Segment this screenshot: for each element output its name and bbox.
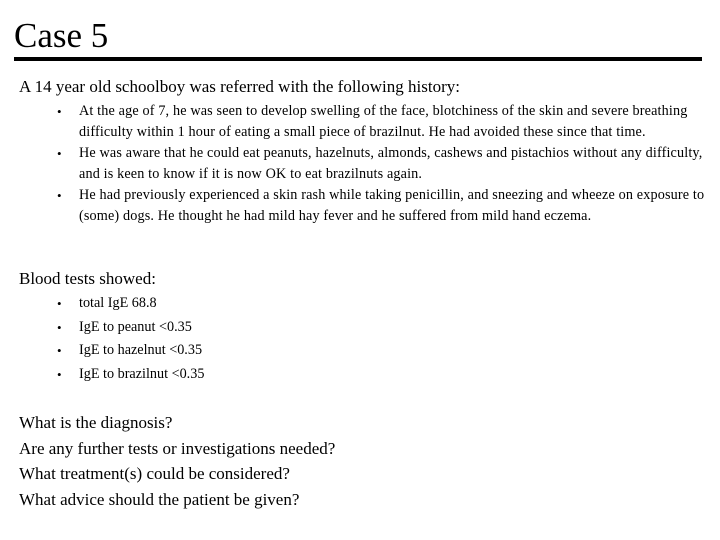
history-heading: A 14 year old schoolboy was referred with the following history: [19, 77, 460, 96]
bullet-icon: • [57, 104, 62, 119]
bullet-icon: • [57, 296, 62, 311]
bullet-icon: • [57, 146, 62, 161]
list-item [57, 363, 457, 387]
bullet-icon: • [57, 343, 62, 358]
history-item-text: At the age of 7, he was seen to develop swelling of the face, blotchiness of the skin and severe breathing difficulty within 1 hour of eating a small piece of brazilnut. He had avoided these since that time. [79, 103, 688, 140]
bullet-icon: • [57, 366, 62, 382]
blood-test-text: IgE to hazelnut <0.35 [79, 342, 203, 358]
history-item-text: He was aware that he could eat peanuts, hazelnuts, almonds, cashews and pistachios without any difficulty, and is keen to know if it is now OK to eat brazilnuts again. [79, 145, 703, 182]
blood-test-text: IgE to peanut <0.35 [79, 318, 192, 335]
history-item-text: He had previously experienced a skin rash while taking penicillin, and sneezing and wheeze on exposure to (some) dogs. He thought he had mild hay fever and he suffered from mild hand eczema. [79, 187, 705, 224]
list-item [57, 316, 457, 340]
questions-block [19, 410, 335, 512]
list-item [57, 101, 707, 143]
list-item [57, 143, 707, 185]
history-list [57, 101, 707, 227]
bullet-icon: • [57, 319, 62, 335]
blood-test-text: IgE to brazilnut <0.35 [79, 365, 205, 382]
question-treatment: What treatment(s) could be considered? [19, 464, 290, 483]
blood-tests-heading: Blood tests showed: [19, 269, 156, 288]
bullet-icon: • [57, 188, 62, 203]
list-item [57, 185, 707, 227]
title-divider [14, 57, 702, 61]
question-diagnosis: What is the diagnosis? [19, 413, 173, 432]
list-item [57, 292, 457, 316]
question-further-tests: Are any further tests or investigations needed? [19, 438, 336, 458]
blood-test-text: total IgE 68.8 [79, 295, 157, 311]
question-advice: What advice should the patient be given? [19, 489, 300, 509]
page-title: Case 5 [14, 16, 109, 55]
list-item [57, 339, 457, 363]
blood-tests-list [57, 292, 457, 386]
